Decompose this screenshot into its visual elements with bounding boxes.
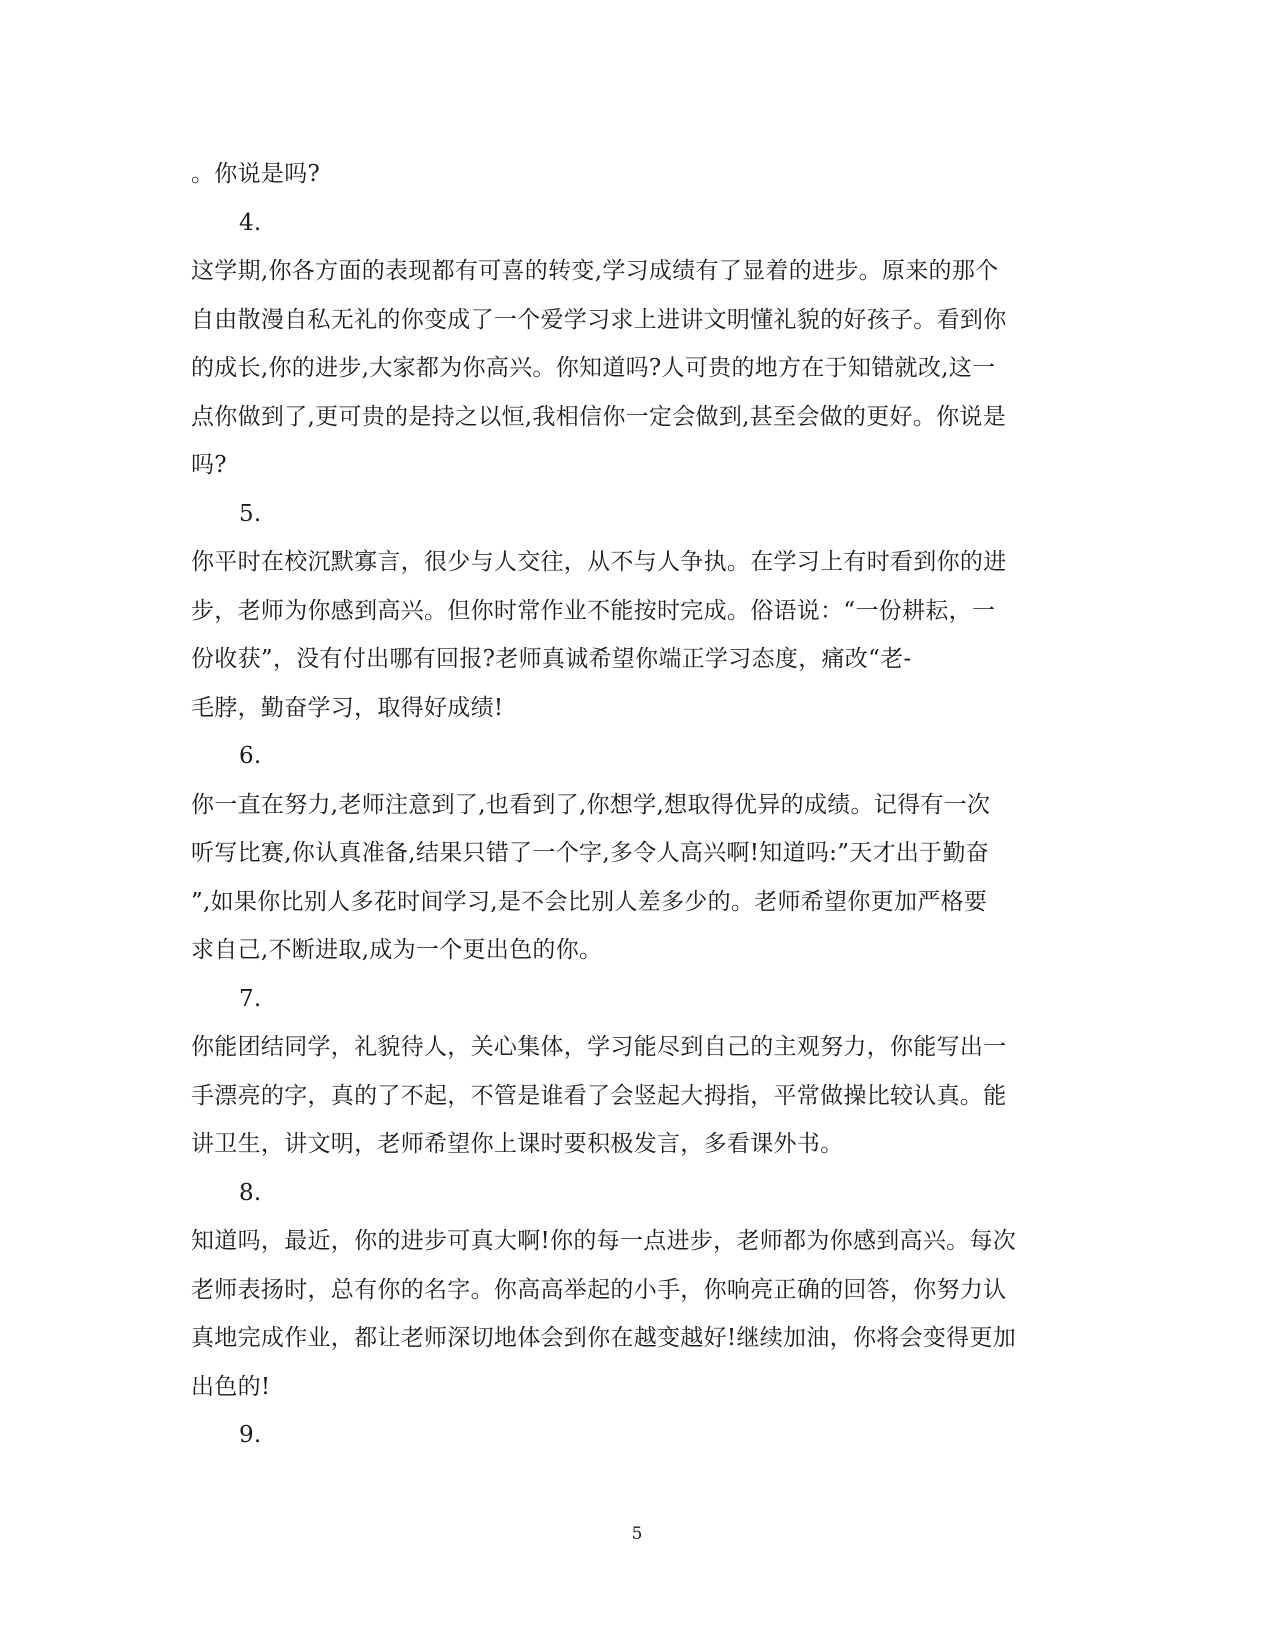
- item-number: 4.: [239, 209, 262, 236]
- text-line: 。你说是吗?: [191, 161, 321, 187]
- text-line: 你能团结同学，礼貌待人，关心集体，学习能尽到自己的主观努力，你能写出一: [191, 1034, 1007, 1060]
- text-line: 这学期,你各方面的表现都有可喜的转变,学习成绩有了显着的进步。原来的那个: [191, 258, 999, 284]
- text-line: ”,如果你比别人多花时间学习,是不会比别人差多少的。老师希望你更加严格要: [191, 888, 988, 915]
- text-line: 讲卫生，讲文明，老师希望你上课时要积极发言，多看课外书。: [191, 1131, 844, 1157]
- item-number: 8.: [239, 1179, 262, 1206]
- text-line: 的成长,你的进步,大家都为你高兴。你知道吗?人可贵的地方在于知错就改,这一: [191, 355, 996, 381]
- text-line: 自由散漫自私无礼的你变成了一个爱学习求上进讲文明懂礼貌的好孩子。看到你: [191, 306, 1007, 333]
- text-line: 点你做到了,更可贵的是持之以恒,我相信你一定会做到,甚至会做的更好。你说是: [191, 403, 1007, 430]
- text-line: 听写比赛,你认真准备,结果只错了一个字,多令人高兴啊!知道吗:”天才出于勤奋: [191, 840, 990, 866]
- text-line: 出色的!: [191, 1373, 271, 1400]
- text-line: 手漂亮的字，真的了不起，不管是谁看了会竖起大拇指，平常做操比较认真。能: [191, 1082, 1007, 1109]
- text-line: 你一直在努力,老师注意到了,也看到了,你想学,想取得优异的成绩。记得有一次: [191, 791, 991, 818]
- text-line: 知道吗，最近，你的进步可真大啊!你的每一点进步，老师都为你感到高兴。每次: [191, 1228, 1017, 1254]
- page-number: 5: [631, 1524, 643, 1544]
- text-line: 老师表扬时，总有你的名字。你高高举起的小手，你响亮正确的回答，你努力认: [191, 1276, 1007, 1303]
- text-line: 份收获”，没有付出哪有回报?老师真诚希望你端正学习态度，痛改“老-: [191, 646, 912, 672]
- item-number: 9.: [239, 1422, 262, 1448]
- text-line: 毛脖，勤奋学习，取得好成绩!: [191, 694, 504, 721]
- item-number: 5.: [239, 500, 262, 527]
- item-number: 7.: [239, 985, 262, 1012]
- document-body: [191, 150, 1081, 1460]
- text-line: 求自己,不断进取,成为一个更出色的你。: [191, 937, 603, 963]
- item-number: 6.: [239, 743, 262, 769]
- text-line: 真地完成作业，都让老师深切地体会到你在越变越好!继续加油，你将会变得更加: [191, 1325, 1017, 1351]
- text-line: 吗?: [191, 452, 227, 478]
- text-line: 步，老师为你感到高兴。但你时常作业不能按时完成。俗语说：“一份耕耘，一: [191, 597, 996, 624]
- text-line: 你平时在校沉默寡言，很少与人交往，从不与人争执。在学习上有时看到你的进: [191, 549, 1007, 575]
